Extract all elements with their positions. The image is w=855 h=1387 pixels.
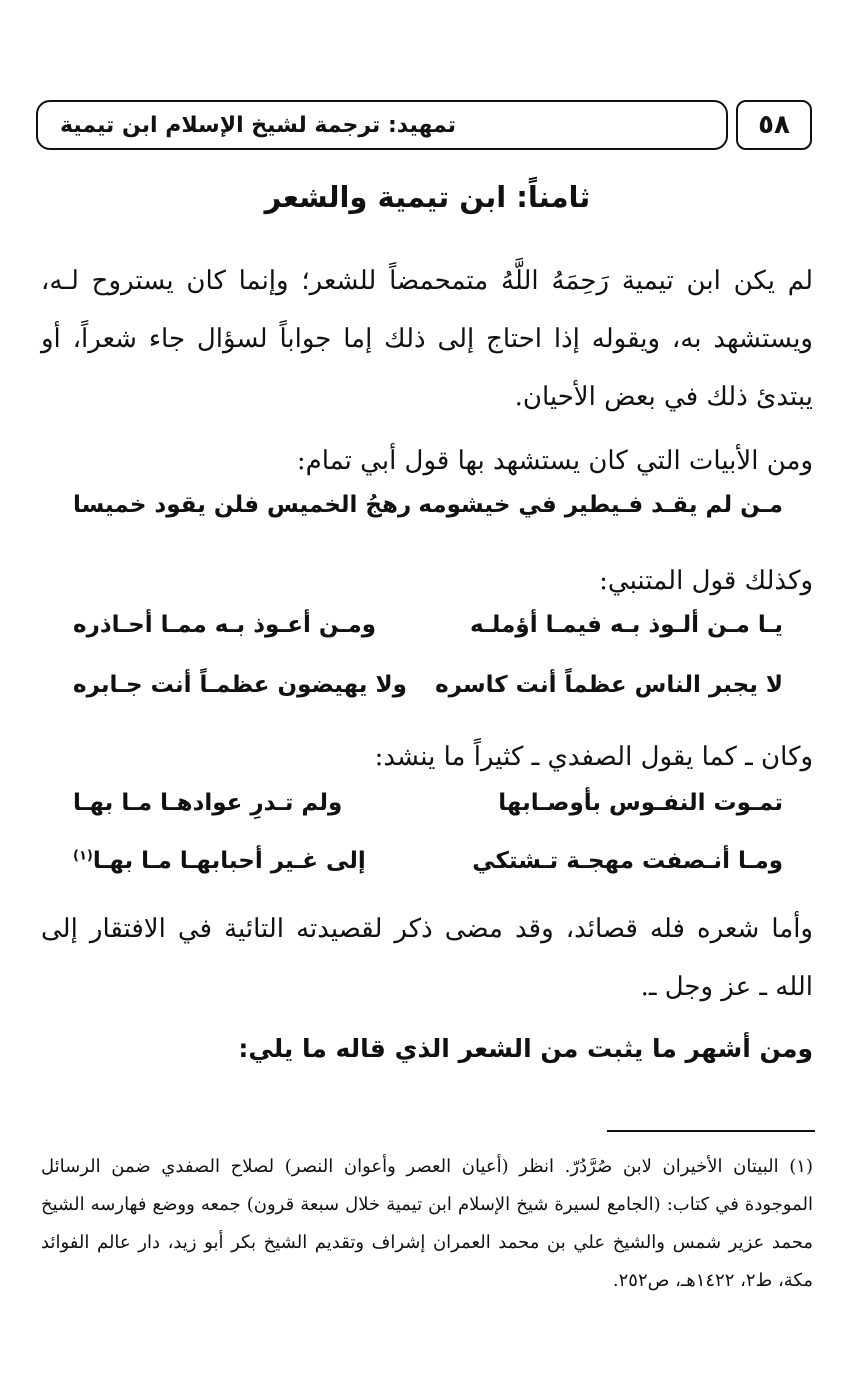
section-title: ثامناً: ابن تيمية والشعر — [264, 180, 591, 214]
paragraph-famous-poetry: ومن أشهر ما يثبت من الشعر الذي قاله ما يلي: — [238, 1034, 813, 1063]
footnote-marker: (١) — [73, 848, 93, 864]
verse-1-second-hemistich: رهجُ الخميس فلن يقود خميسا — [73, 492, 412, 518]
verse-3-second-hemistich: ولا يهيضون عظمـاً أنت جـابره — [73, 672, 407, 698]
verse-2 — [73, 612, 783, 652]
page-number-text: ٥٨ — [758, 110, 790, 140]
verse-3 — [73, 672, 783, 712]
page-number — [736, 100, 812, 150]
running-title: تمهيد: ترجمة لشيخ الإسلام ابن تيمية — [60, 112, 456, 138]
paragraph-intro: لم يكن ابن تيمية رَحِمَهُ اللَّهُ متمحمضاً للشعر؛ وإنما كان يستروح لـه، ويستشهد به، ويقوله إذا احتاج إلى ذلك إما جواباً لسؤال جاء شعراً، أو يبتدئ ذلك في بعض الأحيان. — [41, 266, 813, 412]
verse-2-first-hemistich: يـا مـن ألـوذ بـه فيمـا أؤملـه — [469, 612, 783, 638]
paragraph-poems: وأما شعره فله قصائد، وقد مضى ذكر لقصيدته التائية في الافتقار إلى الله ـ عز وجل ـ. — [41, 914, 813, 1002]
verse-4-first-hemistich: تمـوت النفـوس بأوصـابها — [498, 790, 783, 816]
verse-3-first-hemistich: لا يجبر الناس عظماً أنت كاسره — [435, 672, 783, 698]
footnote: (١) البيتان الأخيران لابن صُرَّدُرّ. انظر (أعيان العصر وأعوان النصر) لصلاح الصفدي ضمن الرسائل الموجودة في كتاب: (الجامع لسيرة شيخ الإسلام ابن تيمية خلال سبعة قرون) جمعه ووضع فهارسه الشيخ محمد عزير شمس والشيخ علي بن محمد العمران إشراف وتقديم الشيخ بكر أبو زيد، دار عالم الفوائد مكة، ط٢، ١٤٢٢هـ، ص٢٥٢. — [41, 1156, 813, 1291]
verse-1 — [73, 492, 783, 532]
paragraph-mutanabbi: وكذلك قول المتنبي: — [599, 566, 813, 596]
verse-5 — [73, 848, 783, 888]
running-title-frame — [36, 100, 728, 150]
verse-5-second-text: إلى غـير أحبابهـا مـا بهـا — [92, 848, 366, 874]
verse-4-second-hemistich: ولم تـدرِ عوادهـا مـا بهـا — [73, 790, 343, 816]
verse-1-first-hemistich: مـن لم يقـد فـيطير في خيشومه — [418, 492, 783, 518]
verse-5-first-hemistich: ومـا أنـصفت مهجـة تـشتكي — [472, 848, 783, 874]
page-header — [36, 100, 812, 150]
verse-4 — [73, 790, 783, 830]
footnote-separator — [607, 1130, 815, 1132]
verse-5-second-hemistich — [73, 848, 366, 874]
verse-2-second-hemistich: ومـن أعـوذ بـه ممـا أحـاذره — [73, 612, 376, 638]
paragraph-safadi: وكان ـ كما يقول الصفدي ـ كثيراً ما ينشد: — [374, 742, 813, 772]
paragraph-abu-tammam: ومن الأبيات التي كان يستشهد بها قول أبي تمام: — [296, 446, 813, 476]
